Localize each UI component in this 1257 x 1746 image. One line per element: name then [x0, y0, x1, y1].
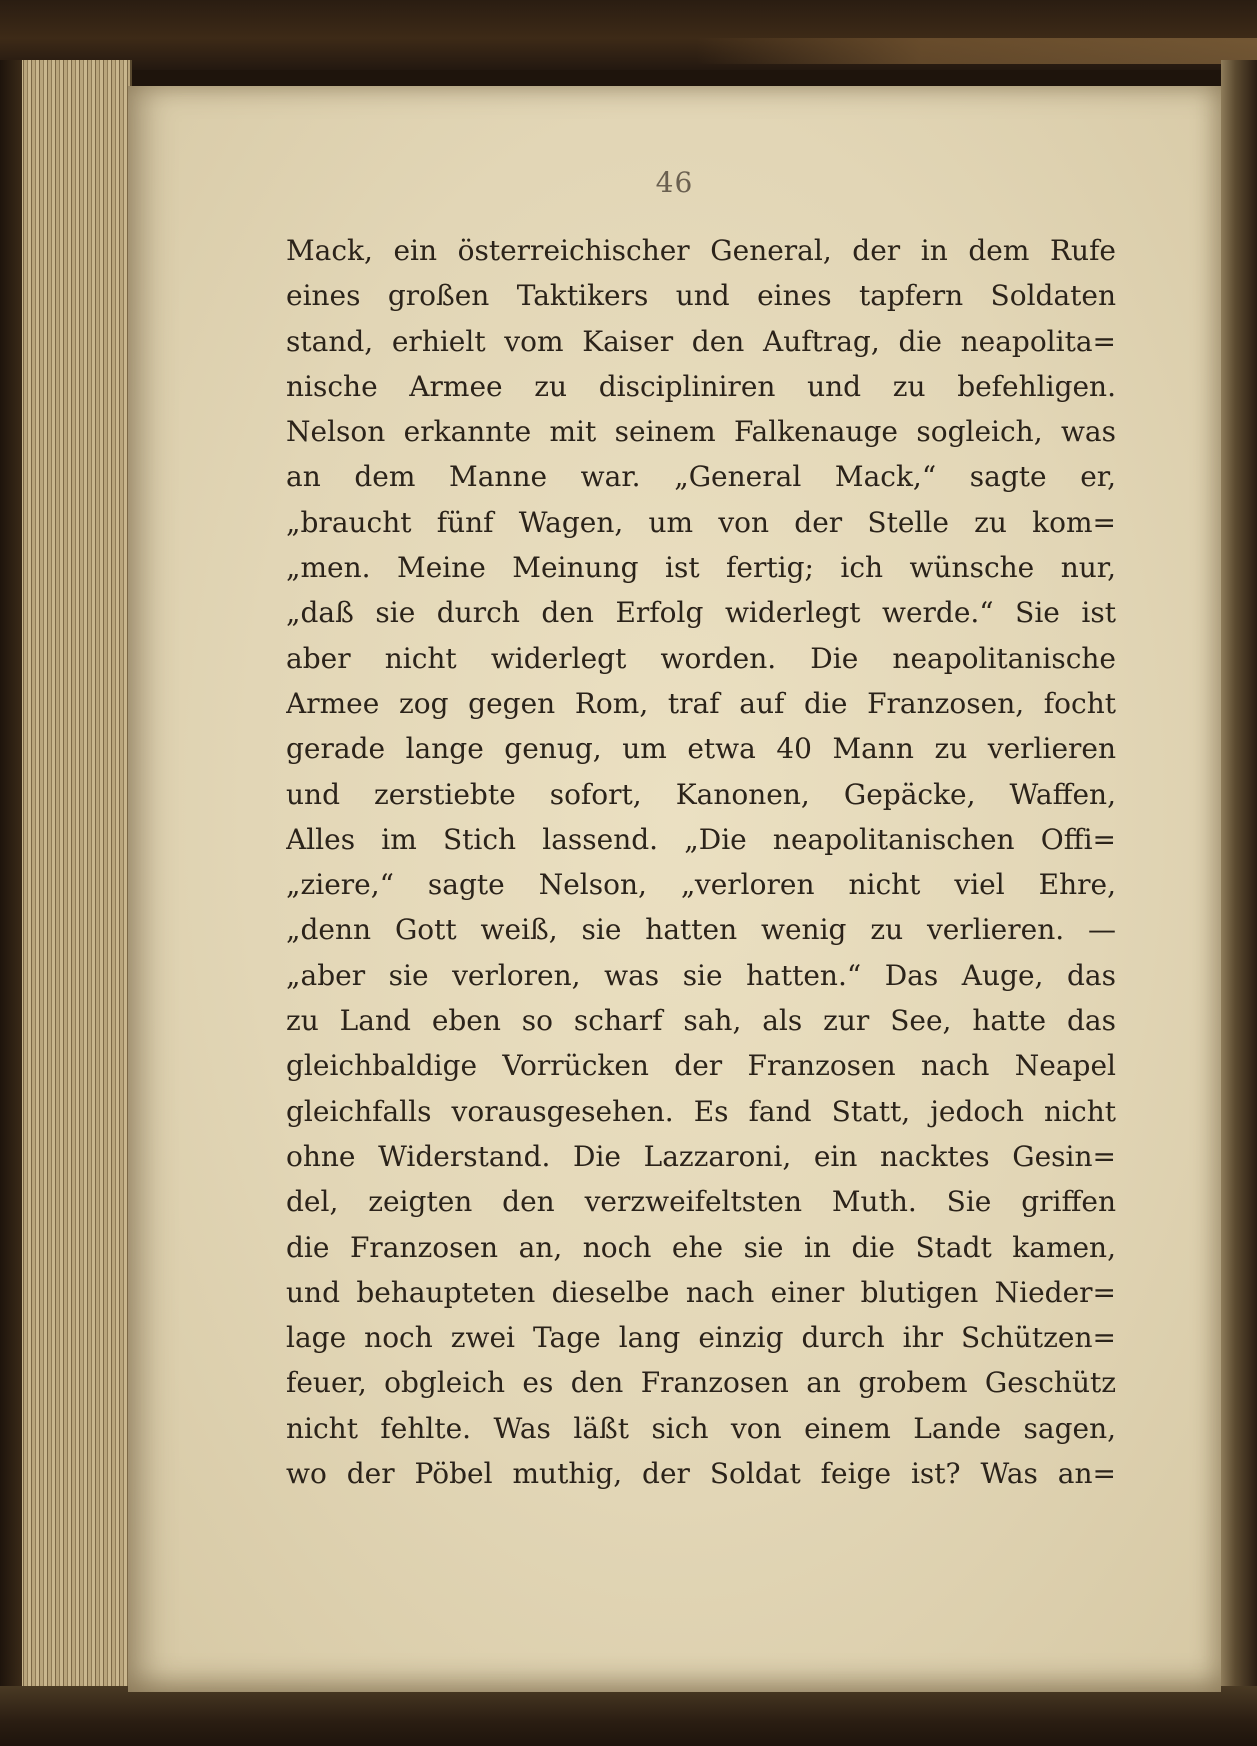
text-line: und behaupteten dieselbe nach einer blutigen Nieder= — [286, 1275, 1116, 1309]
text-line: ohne Widerstand. Die Lazzaroni, ein nacktes Gesin= — [286, 1139, 1116, 1173]
text-line: del, zeigten den verzweifeltsten Muth. Sie griffen — [286, 1185, 1116, 1219]
text-line: feuer, obgleich es den Franzosen an grobem Geschütz — [286, 1366, 1116, 1400]
text-line: Nelson erkannte mit seinem Falkenauge sogleich, was — [286, 415, 1116, 449]
text-line: gleichfalls vorausgesehen. Es fand Statt, jedoch nicht — [286, 1094, 1116, 1128]
text-line: nische Armee zu discipliniren und zu befehligen. — [286, 369, 1116, 403]
text-line: zu Land eben so scharf sah, als zur See, hatte das — [286, 1004, 1116, 1038]
text-line: an dem Manne war. „General Mack,“ sagte er, — [286, 460, 1116, 494]
text-line: „braucht fünf Wagen, um von der Stelle zu kom= — [286, 505, 1116, 539]
text-line: eines großen Taktikers und eines tapfern Soldaten — [286, 279, 1116, 313]
text-line: gleichbaldige Vorrücken der Franzosen nach Neapel — [286, 1049, 1116, 1083]
text-line: wo der Pöbel muthig, der Soldat feige ist? Was an= — [286, 1457, 1116, 1491]
text-line: stand, erhielt vom Kaiser den Auftrag, die neapolita= — [286, 324, 1116, 358]
text-line: die Franzosen an, noch ehe sie in die Stadt kamen, — [286, 1230, 1116, 1264]
text-line: lage noch zwei Tage lang einzig durch ihr Schützen= — [286, 1321, 1116, 1355]
text-line: „denn Gott weiß, sie hatten wenig zu verlieren. — — [286, 913, 1116, 947]
text-line: „ziere,“ sagte Nelson, „verloren nicht viel Ehre, — [286, 868, 1116, 902]
book-edge-bottom — [0, 1686, 1257, 1746]
page-number: 46 — [655, 166, 694, 199]
book-page — [128, 86, 1221, 1692]
text-line: und zerstiebte sofort, Kanonen, Gepäcke, Waffen, — [286, 777, 1116, 811]
text-line: gerade lange genug, um etwa 40 Mann zu verlieren — [286, 732, 1116, 766]
book-edge-right — [1221, 60, 1257, 1746]
text-line: „daß sie durch den Erfolg widerlegt werde.“ Sie ist — [286, 596, 1116, 630]
body-text — [286, 228, 1116, 1496]
text-line: aber nicht widerlegt worden. Die neapolitanische — [286, 641, 1116, 675]
text-line: „aber sie verloren, was sie hatten.“ Das Auge, das — [286, 958, 1116, 992]
text-line: Alles im Stich lassend. „Die neapolitanischen Offi= — [286, 822, 1116, 856]
book-binding-top — [0, 0, 1257, 70]
text-line: „men. Meine Meinung ist fertig; ich wünsche nur, — [286, 551, 1116, 585]
text-line: nicht fehlte. Was läßt sich von einem Lande sagen, — [286, 1411, 1116, 1445]
text-line: Armee zog gegen Rom, traf auf die Franzosen, focht — [286, 686, 1116, 720]
page-edges — [0, 60, 132, 1700]
text-line: Mack, ein österreichischer General, der in dem Rufe — [286, 234, 1116, 267]
